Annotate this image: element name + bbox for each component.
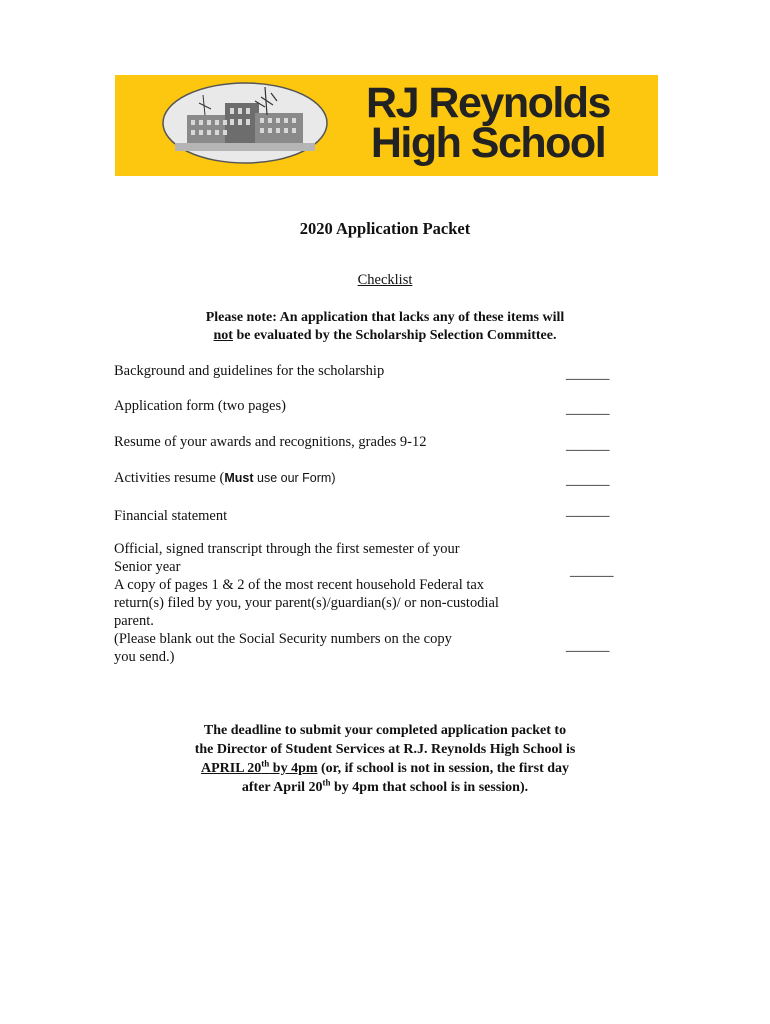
checkbox-blank-application-form[interactable]: ______ [566, 401, 610, 417]
checklist-item-transcript: Official, signed transcript through the first semester of your Senior year [114, 541, 460, 575]
notice-line1: Please note: An application that lacks any of these items will [205, 310, 565, 325]
checklist-item-background: Background and guidelines for the scholarship [114, 363, 385, 379]
tax-returns-text: A copy of pages 1 & 2 of the most recent household Federal tax return(s) filed by you, your parent(s)/guardian(s)/ or non-custodial parent. [114, 577, 499, 629]
checkbox-blank-transcript[interactable]: ______ [570, 563, 614, 579]
checklist-item-awards-resume: Resume of your awards and recognitions, grades 9-12 [114, 434, 427, 450]
school-name-line2: High School [370, 119, 606, 167]
checkbox-blank-tax-returns[interactable]: ______ [566, 638, 610, 654]
checklist-item-application-form: Application form (two pages) [114, 398, 286, 414]
notice-text [150, 309, 620, 345]
checklist-item-financial-statement: Financial statement [114, 508, 228, 524]
deadline-session-note: (or, if school is not in session, the first day [317, 761, 570, 776]
school-banner [115, 75, 658, 176]
deadline-date: APRIL 20th by 4pm [200, 758, 318, 776]
activities-text-pre: Activities resume ( [114, 470, 225, 486]
notice-line2: be evaluated by the Scholarship Selection Committee. [232, 328, 557, 343]
checklist-item-activities-resume [114, 469, 335, 487]
school-name-line1: RJ Reynolds [366, 79, 610, 127]
deadline-line4: after April 20th by 4pm that school is in session). [241, 777, 529, 795]
checkbox-blank-financial-statement[interactable]: ______ [566, 503, 610, 519]
checkbox-blank-awards-resume[interactable]: ______ [566, 437, 610, 453]
notice-not-word: not [213, 328, 233, 343]
checklist-heading: Checklist [357, 272, 413, 288]
school-name-logo [323, 79, 653, 167]
tax-returns-note: (Please blank out the Social Security numbers on the copy you send.) [114, 631, 452, 665]
page-title: 2020 Application Packet [299, 219, 471, 238]
checkbox-blank-background[interactable]: ______ [566, 366, 610, 382]
deadline-line2: the Director of Student Services at R.J. Reynolds High School is [194, 742, 576, 757]
checkbox-blank-activities-resume[interactable]: ______ [566, 472, 610, 488]
deadline-notice [150, 721, 620, 797]
checklist-item-tax-returns [114, 576, 524, 666]
activities-text-post: use our Form) [253, 471, 336, 485]
deadline-line1: The deadline to submit your completed application packet to [203, 723, 567, 738]
deadline-line3 [150, 759, 620, 778]
activities-text-must: Must [224, 471, 254, 485]
